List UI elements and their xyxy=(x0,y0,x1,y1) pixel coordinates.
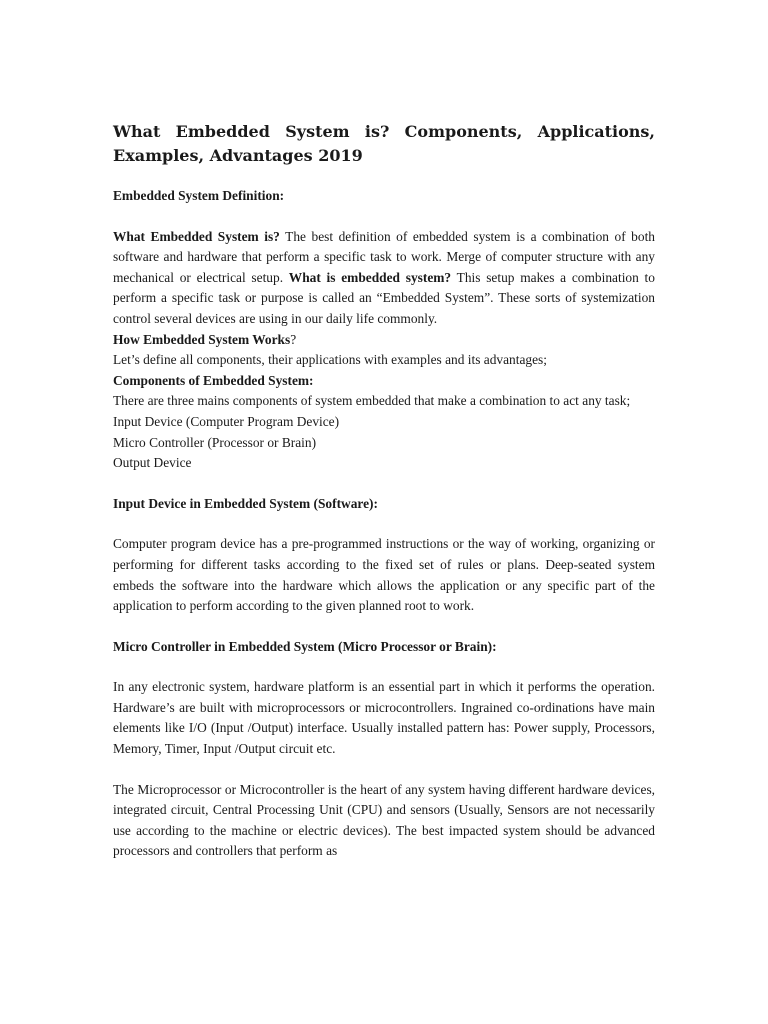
definition-text-2: This setup makes a combination to perform a specific task or purpose is called an “Embedded System”. These sorts of systemization control several devices are using in our daily life commonly. xyxy=(113,269,655,326)
definition-lead-2: What is embedded system? xyxy=(288,269,452,285)
document-page xyxy=(113,120,655,862)
how-works-text: Let’s define all components, their applications with examples and its advantages; xyxy=(113,352,547,368)
components-heading: Components of Embedded System: xyxy=(113,372,314,388)
input-paragraph: Computer program device has a pre-programmed instructions or the way of working, organizing or performing for different tasks according to the fixed set of rules or plans. Deep-seated system embeds the software into the hardware which allows the application or any specific part of the application to perform according to the given planned root to work. xyxy=(113,536,655,614)
list-item: Output Device xyxy=(113,455,192,471)
how-works-heading: How Embedded System Works? xyxy=(113,331,297,347)
micro-paragraph-1: In any electronic system, hardware platform is an essential part in which it performs the operation. Hardware’s are built with microprocessors or microcontrollers. Ingrained co-ordinations have main elements like I/O (Input /Output) interface. Usually installed pattern has: Power supply, Processors, Memory, Timer, Input /Output circuit etc. xyxy=(113,679,655,757)
list-item: Input Device (Computer Program Device) xyxy=(113,413,340,429)
definition-text-1: The best definition of embedded system is a combination of both software and hardware that perform a specific task to work. Merge of computer structure with any mechanical or electrical setup. xyxy=(113,228,655,285)
components-intro: There are three mains components of system embedded that make a combination to act any task; xyxy=(113,393,631,409)
document-title: What Embedded System is? Components, Applications, Examples, Advantages 2019 xyxy=(113,122,655,165)
definition-lead: What Embedded System is? xyxy=(113,228,280,244)
micro-paragraph-2: The Microprocessor or Microcontroller is the heart of any system having different hardware devices, integrated circuit, Central Processing Unit (CPU) and sensors (Usually, Sensors are not necessarily use according to the machine or electric devices). The best impacted system should be advanced processors and controllers that perform as xyxy=(113,781,655,859)
definition-heading: Embedded System Definition: xyxy=(113,188,285,203)
list-item: Micro Controller (Processor or Brain) xyxy=(113,434,317,450)
micro-heading: Micro Controller in Embedded System (Micro Processor or Brain): xyxy=(113,638,497,654)
input-heading: Input Device in Embedded System (Software): xyxy=(113,495,378,511)
definition-paragraph xyxy=(113,227,655,330)
